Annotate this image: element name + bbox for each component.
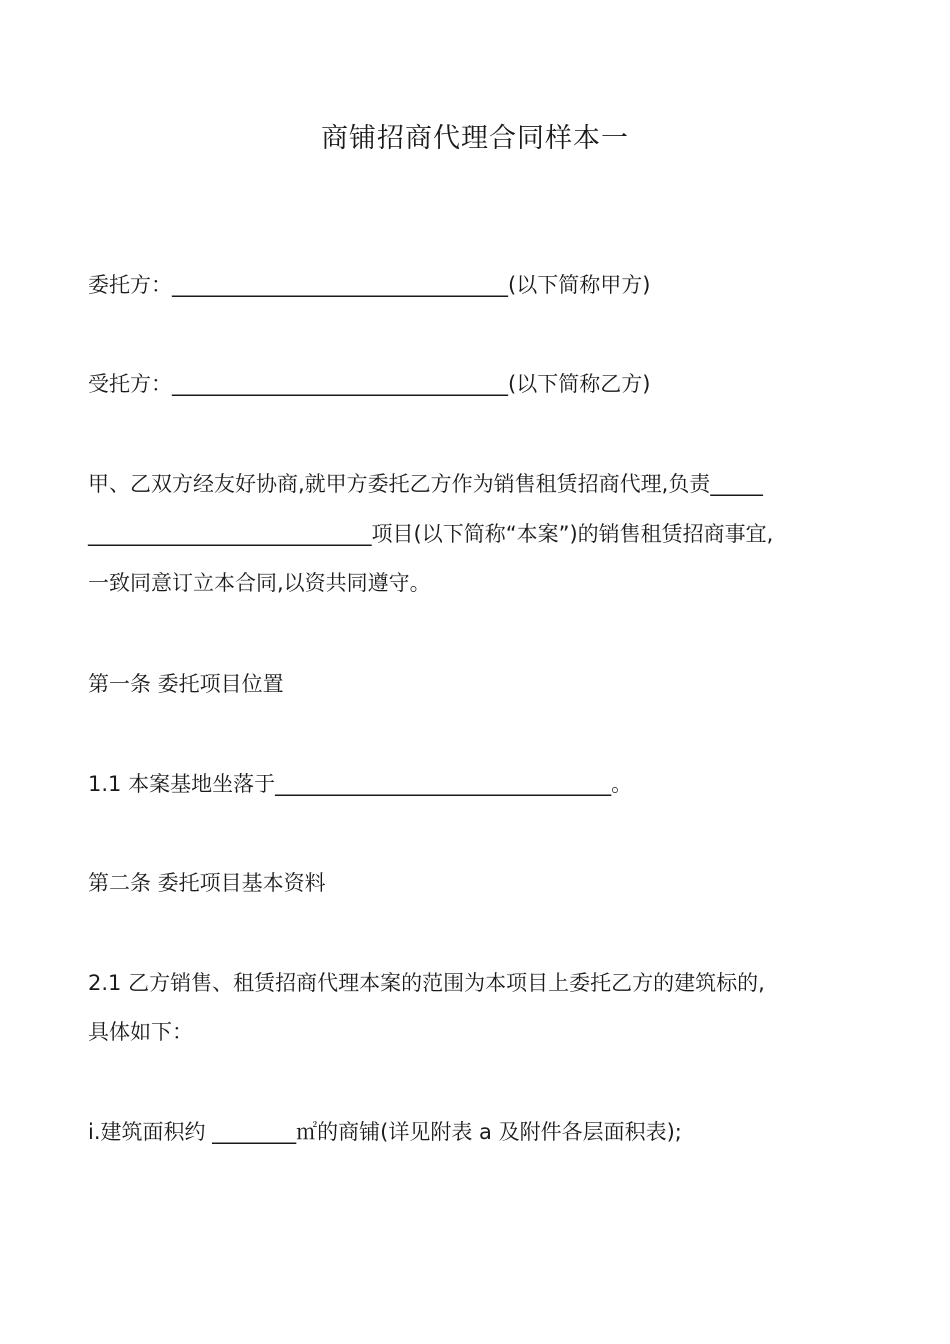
document-title: 商铺招商代理合同样本一 [321,123,629,154]
preamble-line-2: ___________________________项目(以下简称“本案”)的销售租赁招商事宜, [88,522,774,546]
preamble-line-3: 一致同意订立本合同,以资共同遵守。 [88,571,431,595]
clause-2-1-line-1: 2.1 乙方销售、租赁招商代理本案的范围为本项目上委托乙方的建筑标的, [88,971,765,995]
agent-party-line: 受托方：________________________________(以下简称乙方) [88,372,651,396]
article-1-heading: 第一条 委托项目位置 [88,672,284,696]
principal-party-line: 委托方：________________________________(以下简称甲方) [88,273,651,297]
article-2-heading: 第二条 委托项目基本资料 [88,871,326,895]
preamble-line-1: 甲、乙双方经友好协商,就甲方委托乙方作为销售租赁招商代理,负责_____ [88,472,763,496]
clause-2-1-line-2: 具体如下： [88,1020,193,1044]
clause-2-1-item-i: i.建筑面积约 ________㎡的商铺(详见附表 a 及附件各层面积表); [88,1120,682,1144]
clause-1-1: 1.1 本案基地坐落于________________________________。 [88,772,633,796]
